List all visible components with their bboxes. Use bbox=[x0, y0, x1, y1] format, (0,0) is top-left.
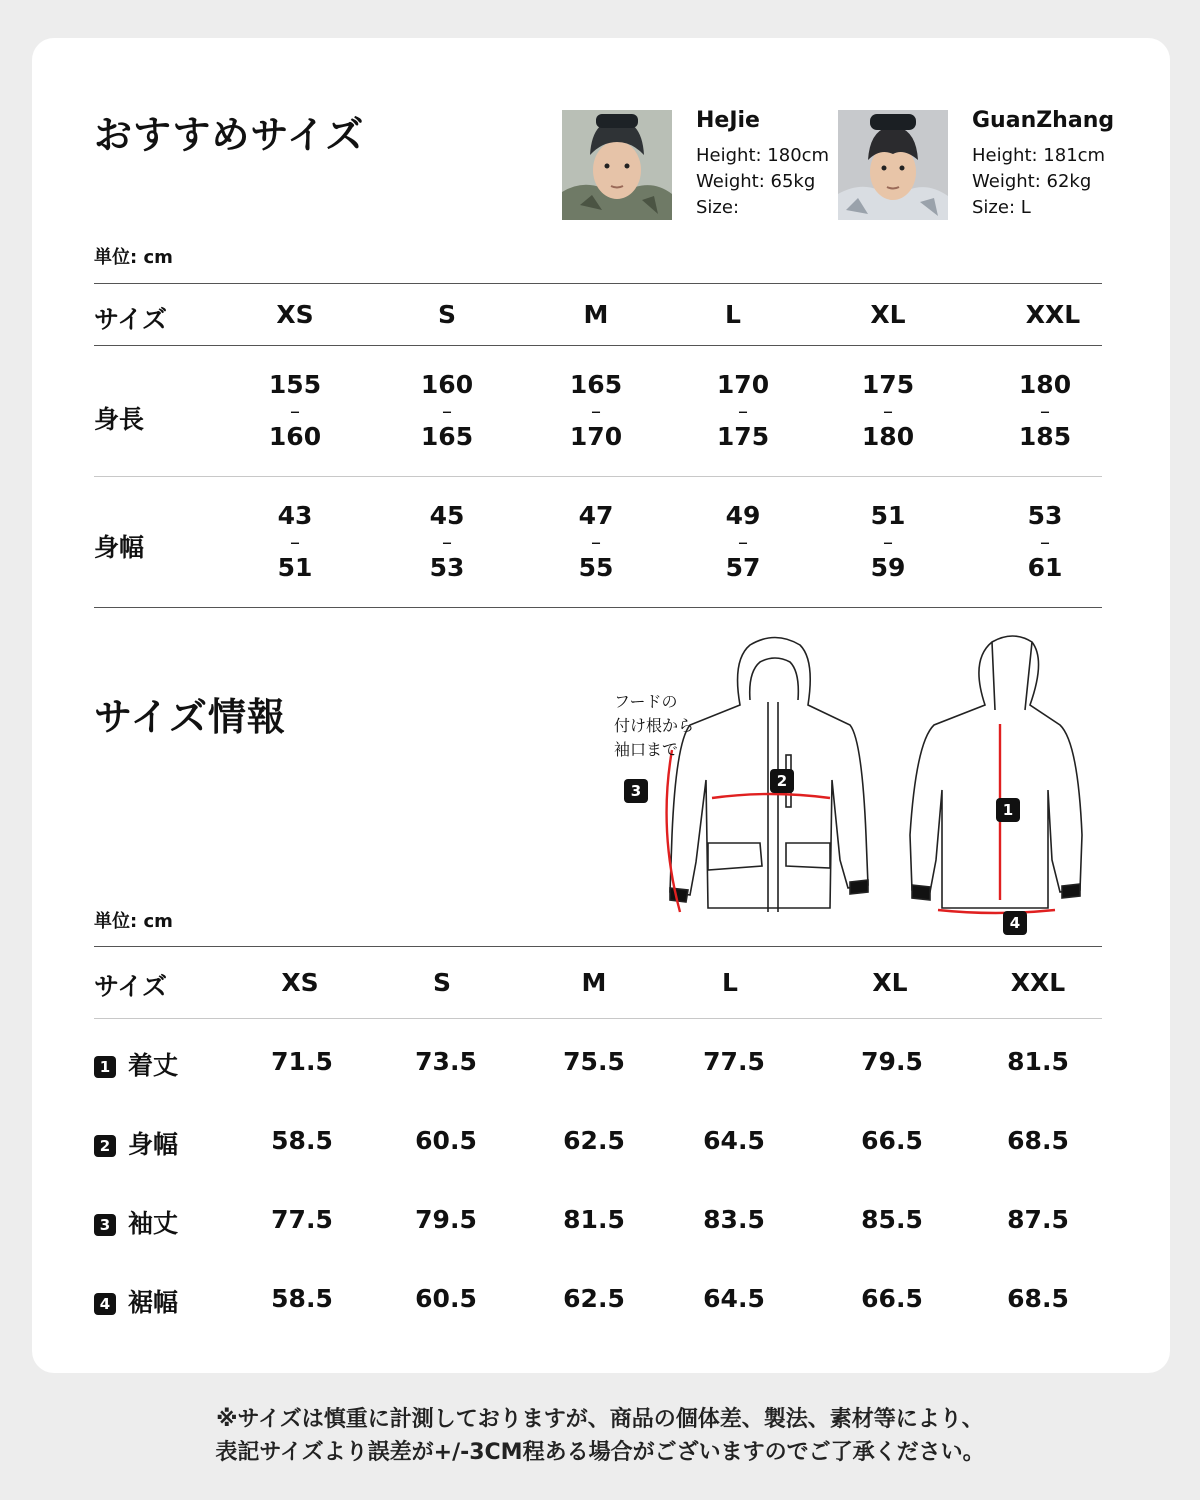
range-max: 59 bbox=[870, 553, 906, 582]
model-photo-guanzhang bbox=[838, 110, 948, 220]
model-weight-1: Weight: 65kg bbox=[696, 171, 816, 192]
row-label-height: 身長 bbox=[94, 405, 145, 434]
model-info-2 bbox=[972, 143, 1105, 221]
measure-value: 60.5 bbox=[415, 1284, 477, 1313]
measure-value: 85.5 bbox=[861, 1205, 923, 1234]
info-size-header-s: S bbox=[432, 968, 452, 997]
range-max: 61 bbox=[1027, 553, 1063, 582]
range-min: 45 bbox=[429, 501, 465, 530]
sleeve-note bbox=[614, 690, 694, 762]
range-min: 180 bbox=[1018, 370, 1072, 399]
measure-value: 60.5 bbox=[415, 1126, 477, 1155]
divider bbox=[94, 946, 1102, 947]
measure-value: 79.5 bbox=[415, 1205, 477, 1234]
model-size-1: Size: bbox=[696, 197, 740, 218]
range-cell bbox=[250, 372, 340, 450]
sleeve-note-line-1: フードの bbox=[614, 692, 678, 711]
disclaimer-note bbox=[0, 1403, 1200, 1469]
range-dash: – bbox=[591, 530, 601, 554]
range-min: 160 bbox=[420, 370, 474, 399]
range-dash: – bbox=[442, 530, 452, 554]
info-row-label bbox=[94, 1046, 178, 1082]
recommended-unit: 単位: cm bbox=[94, 247, 173, 268]
diagram-badge-1: 1 bbox=[996, 798, 1020, 822]
model-height-1: Height: 180cm bbox=[696, 145, 830, 166]
range-cell bbox=[1000, 503, 1090, 581]
info-row-label bbox=[94, 1125, 178, 1161]
model-name-1: HeJie bbox=[696, 108, 760, 133]
measure-value: 83.5 bbox=[703, 1205, 765, 1234]
range-max: 180 bbox=[861, 422, 915, 451]
range-min: 47 bbox=[578, 501, 614, 530]
range-min: 53 bbox=[1027, 501, 1063, 530]
range-max: 57 bbox=[725, 553, 761, 582]
range-max: 175 bbox=[716, 422, 770, 451]
measure-label: 着丈 bbox=[128, 1051, 179, 1080]
model-info-1 bbox=[696, 143, 829, 221]
sleeve-note-line-3: 袖口まで bbox=[614, 740, 679, 759]
divider bbox=[94, 283, 1102, 284]
range-min: 175 bbox=[861, 370, 915, 399]
divider bbox=[94, 345, 1102, 346]
range-cell bbox=[698, 503, 788, 581]
size-header-xs: XS bbox=[276, 300, 314, 329]
range-dash: – bbox=[442, 399, 452, 423]
range-cell bbox=[698, 372, 788, 450]
size-header-s: S bbox=[437, 300, 457, 329]
measure-value: 62.5 bbox=[563, 1126, 625, 1155]
divider bbox=[94, 1018, 1102, 1019]
measure-value: 68.5 bbox=[1007, 1284, 1069, 1313]
range-cell bbox=[843, 503, 933, 581]
measure-label: 裾幅 bbox=[128, 1288, 179, 1317]
range-dash: – bbox=[738, 399, 748, 423]
diagram-badge-3: 3 bbox=[624, 779, 648, 803]
recommended-header-label: サイズ bbox=[94, 305, 168, 334]
info-size-header-m: M bbox=[581, 968, 607, 997]
divider bbox=[94, 607, 1102, 608]
range-dash: – bbox=[290, 530, 300, 554]
diagram-badge-4: 4 bbox=[1003, 911, 1027, 935]
range-max: 55 bbox=[578, 553, 614, 582]
size-info-title: サイズ情報 bbox=[94, 695, 286, 739]
measure-value: 58.5 bbox=[271, 1284, 333, 1313]
disclaimer-line-2: 表記サイズより誤差が+/-3CM程ある場合がございますのでご了承ください。 bbox=[215, 1440, 985, 1465]
range-cell bbox=[843, 372, 933, 450]
model-name-2: GuanZhang bbox=[972, 108, 1115, 133]
measure-value: 66.5 bbox=[861, 1284, 923, 1313]
range-max: 53 bbox=[429, 553, 465, 582]
range-max: 160 bbox=[268, 422, 322, 451]
range-cell bbox=[402, 503, 492, 581]
measure-value: 68.5 bbox=[1007, 1126, 1069, 1155]
measure-value: 81.5 bbox=[1007, 1047, 1069, 1076]
measure-number-badge: 1 bbox=[94, 1056, 116, 1078]
measure-value: 64.5 bbox=[703, 1126, 765, 1155]
measure-value: 66.5 bbox=[861, 1126, 923, 1155]
divider bbox=[94, 476, 1102, 477]
range-cell bbox=[551, 372, 641, 450]
range-max: 165 bbox=[420, 422, 474, 451]
info-size-header-xs: XS bbox=[281, 968, 319, 997]
info-size-header-xxl: XXL bbox=[1010, 968, 1066, 997]
range-dash: – bbox=[883, 399, 893, 423]
measure-value: 75.5 bbox=[563, 1047, 625, 1076]
measure-value: 64.5 bbox=[703, 1284, 765, 1313]
row-label-width: 身幅 bbox=[94, 533, 145, 562]
model-photo-hejie bbox=[562, 110, 672, 220]
range-max: 185 bbox=[1018, 422, 1072, 451]
measure-value: 77.5 bbox=[703, 1047, 765, 1076]
recommended-title: おすすめサイズ bbox=[94, 113, 365, 157]
range-dash: – bbox=[1040, 399, 1050, 423]
measure-number-badge: 3 bbox=[94, 1214, 116, 1236]
info-row-label bbox=[94, 1283, 178, 1319]
range-dash: – bbox=[591, 399, 601, 423]
range-cell bbox=[1000, 372, 1090, 450]
disclaimer-line-1: ※サイズは慎重に計測しておりますが、商品の個体差、製法、素材等により、 bbox=[216, 1407, 984, 1432]
diagram-badge-2: 2 bbox=[770, 769, 794, 793]
range-min: 43 bbox=[277, 501, 313, 530]
measure-value: 77.5 bbox=[271, 1205, 333, 1234]
measure-value: 71.5 bbox=[271, 1047, 333, 1076]
measure-value: 81.5 bbox=[563, 1205, 625, 1234]
size-info-unit: 単位: cm bbox=[94, 911, 173, 932]
measure-value: 62.5 bbox=[563, 1284, 625, 1313]
range-cell bbox=[402, 372, 492, 450]
info-size-header-l: L bbox=[722, 968, 738, 997]
range-min: 165 bbox=[569, 370, 623, 399]
size-header-m: M bbox=[583, 300, 609, 329]
info-row-label bbox=[94, 1204, 178, 1240]
range-dash: – bbox=[1040, 530, 1050, 554]
model-weight-2: Weight: 62kg bbox=[972, 171, 1092, 192]
measure-number-badge: 2 bbox=[94, 1135, 116, 1157]
range-min: 155 bbox=[268, 370, 322, 399]
range-min: 51 bbox=[870, 501, 906, 530]
size-header-xl: XL bbox=[870, 300, 906, 329]
range-cell bbox=[551, 503, 641, 581]
measure-value: 87.5 bbox=[1007, 1205, 1069, 1234]
range-min: 170 bbox=[716, 370, 770, 399]
size-header-xxl: XXL bbox=[1025, 300, 1081, 329]
measure-number-badge: 4 bbox=[94, 1293, 116, 1315]
range-cell bbox=[250, 503, 340, 581]
measure-value: 73.5 bbox=[415, 1047, 477, 1076]
jacket-diagram bbox=[600, 630, 1100, 940]
measure-value: 58.5 bbox=[271, 1126, 333, 1155]
range-max: 170 bbox=[569, 422, 623, 451]
range-dash: – bbox=[290, 399, 300, 423]
range-min: 49 bbox=[725, 501, 761, 530]
range-dash: – bbox=[883, 530, 893, 554]
info-header-label: サイズ bbox=[94, 972, 168, 1001]
measure-label: 袖丈 bbox=[128, 1209, 179, 1238]
model-size-2: Size: L bbox=[972, 197, 1031, 218]
info-size-header-xl: XL bbox=[872, 968, 908, 997]
sleeve-note-line-2: 付け根から bbox=[614, 716, 695, 735]
model-height-2: Height: 181cm bbox=[972, 145, 1106, 166]
measure-value: 79.5 bbox=[861, 1047, 923, 1076]
size-header-l: L bbox=[725, 300, 741, 329]
range-dash: – bbox=[738, 530, 748, 554]
range-max: 51 bbox=[277, 553, 313, 582]
measure-label: 身幅 bbox=[128, 1130, 179, 1159]
